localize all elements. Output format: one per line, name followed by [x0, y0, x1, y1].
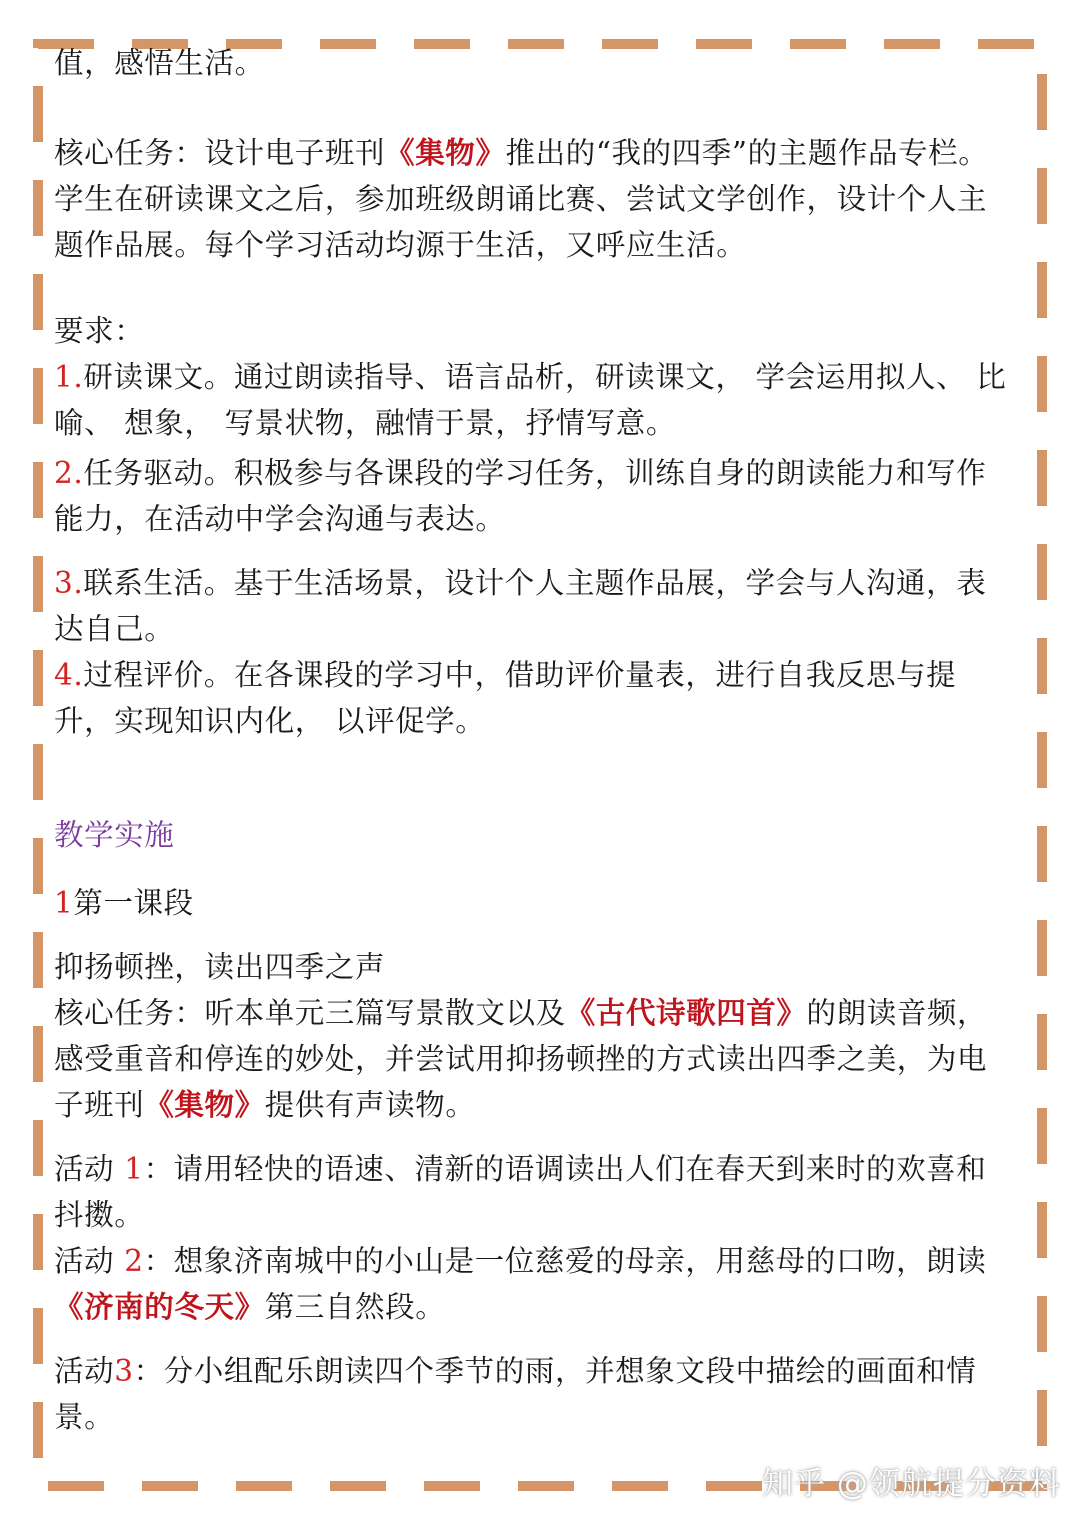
core-task-paragraph: 核心任务：设计电子班刊《集物》推出的“我的四季”的主题作品专栏。学生在研读课文之后，参加班级朗诵比赛、尝试文学创作，设计个人主题作品展。每个学习活动均源于生活，又呼应生活。	[54, 135, 989, 262]
requirements-heading: 要求：	[54, 314, 145, 348]
requirement-item-4: 4.过程评价。在各课段的学习中，借助评价量表，进行自我反思与提升，实现知识内化， 以评促学。	[54, 658, 957, 738]
journal-title: 《集物》	[385, 135, 506, 170]
watermark: 知乎 @领航提分资料	[762, 1466, 1061, 1502]
requirement-item-1: 1.研读课文。通过朗读指导、语言品析，研读课文， 学会运用拟人、 比喻、 想象， 写景状物，融情于景，抒情写意。	[54, 360, 1007, 440]
intro-paragraph: 值，感悟生活。	[54, 46, 265, 80]
activity-3: 活动3：分小组配乐朗读四个季节的雨，并想象文段中描绘的画面和情景。	[54, 1354, 977, 1434]
segment-heading: 1第一课段	[54, 886, 194, 920]
activity-1: 活动 1：请用轻快的语速、清新的语调读出人们在春天到来时的欢喜和抖擞。	[54, 1152, 987, 1232]
segment-core-task: 核心任务：听本单元三篇写景散文以及《古代诗歌四首》的朗读音频，感受重音和停连的妙处，并尝试用抑扬顿挫的方式读出四季之美，为电子班刊《集物》提供有声读物。	[54, 995, 988, 1122]
journal-title-2: 《集物》	[144, 1087, 265, 1122]
document-body	[54, 40, 1016, 1440]
requirement-item-2: 2.任务驱动。积极参与各课段的学习任务，训练自身的朗读能力和写作能力，在活动中学会沟通与表达。	[54, 456, 987, 536]
activity-2: 活动 2：想象济南城中的小山是一位慈爱的母亲，用慈母的口吻，朗读《济南的冬天》第三自然段。	[54, 1244, 987, 1324]
requirement-item-3: 3.联系生活。基于生活场景，设计个人主题作品展，学会与人沟通，表达自己。	[54, 566, 987, 646]
section-heading-implementation: 教学实施	[54, 818, 175, 852]
essay-title: 《济南的冬天》	[54, 1289, 265, 1324]
segment-subtitle: 抑扬顿挫，读出四季之声	[54, 950, 386, 984]
poem-collection-title: 《古代诗歌四首》	[565, 995, 807, 1030]
